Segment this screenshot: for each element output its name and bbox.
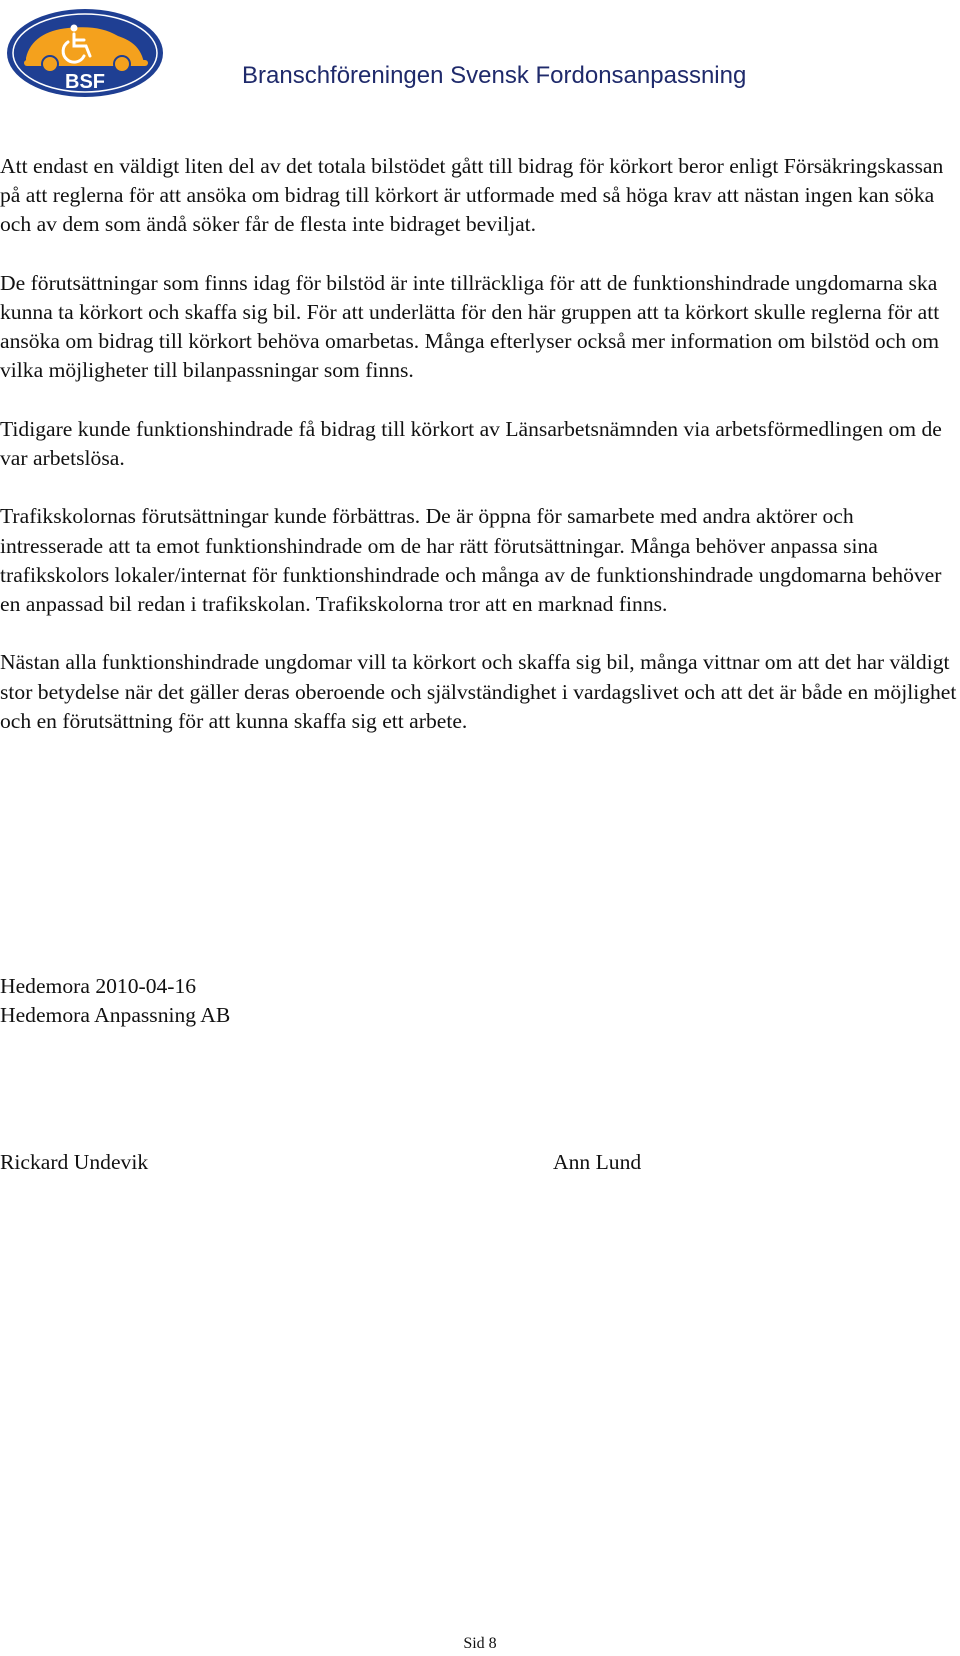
paragraph: De förutsättningar som finns idag för bilstöd är inte tillräckliga för att de funktionshindrade ungdomarna ska kunna ta körkort och skaffa sig bil. För att underlätta för den här gruppen att ta körkort skulle reglerna för att ansöka om bidrag till körkort behöva omarbetas. Många efterlyser också mer information om bilstöd och om vilka möjligheter till bilanpassningar som finns.	[0, 270, 940, 383]
page-header	[0, 0, 960, 110]
signatory-right: Ann Lund	[553, 1150, 642, 1174]
paragraph: Nästan alla funktionshindrade ungdomar vill ta körkort och skaffa sig bil, många vittnar om att det har väldigt stor betydelse när det gäller deras oberoende och självständighet i vardagslivet och att det är både en möjlighet och en förutsättning för att kunna skaffa sig ett arbete.	[0, 650, 957, 733]
closing-block	[0, 972, 230, 1030]
page-number: Sid 8	[463, 1635, 497, 1652]
company-name: Hedemora Anpassning AB	[0, 1003, 231, 1028]
logo-text: BSF	[65, 71, 105, 93]
organization-name: Branschföreningen Svensk Fordonsanpassning	[242, 62, 747, 89]
bsf-logo	[4, 6, 166, 100]
signatory-left: Rickard Undevik	[0, 1150, 149, 1174]
document-body	[0, 152, 960, 765]
paragraph: Tidigare kunde funktionshindrade få bidrag till körkort av Länsarbetsnämnden via arbetsförmedlingen om de var arbetslösa.	[0, 416, 942, 470]
place-date: Hedemora 2010-04-16	[0, 974, 197, 998]
paragraph: Att endast en väldigt liten del av det totala bilstödet gått till bidrag för körkort beror enligt Försäkringskassan på att reglerna för att ansöka om bidrag till körkort är utformade med så höga krav att nästan ingen kan söka och av dem som ändå söker får de flesta inte bidraget beviljat.	[0, 154, 944, 237]
paragraph: Trafikskolornas förutsättningar kunde förbättras. De är öppna för samarbete med andra aktörer och intresserade att ta emot funktionshindrade om de har rätt förutsättningar. Många behöver anpassa sina trafikskolors lokaler/internat för funktionshindrade och många av de funktionshindrade ungdomarna behöver en anpassad bil redan i trafikskolan. Trafikskolorna tror att en marknad finns.	[0, 504, 942, 616]
